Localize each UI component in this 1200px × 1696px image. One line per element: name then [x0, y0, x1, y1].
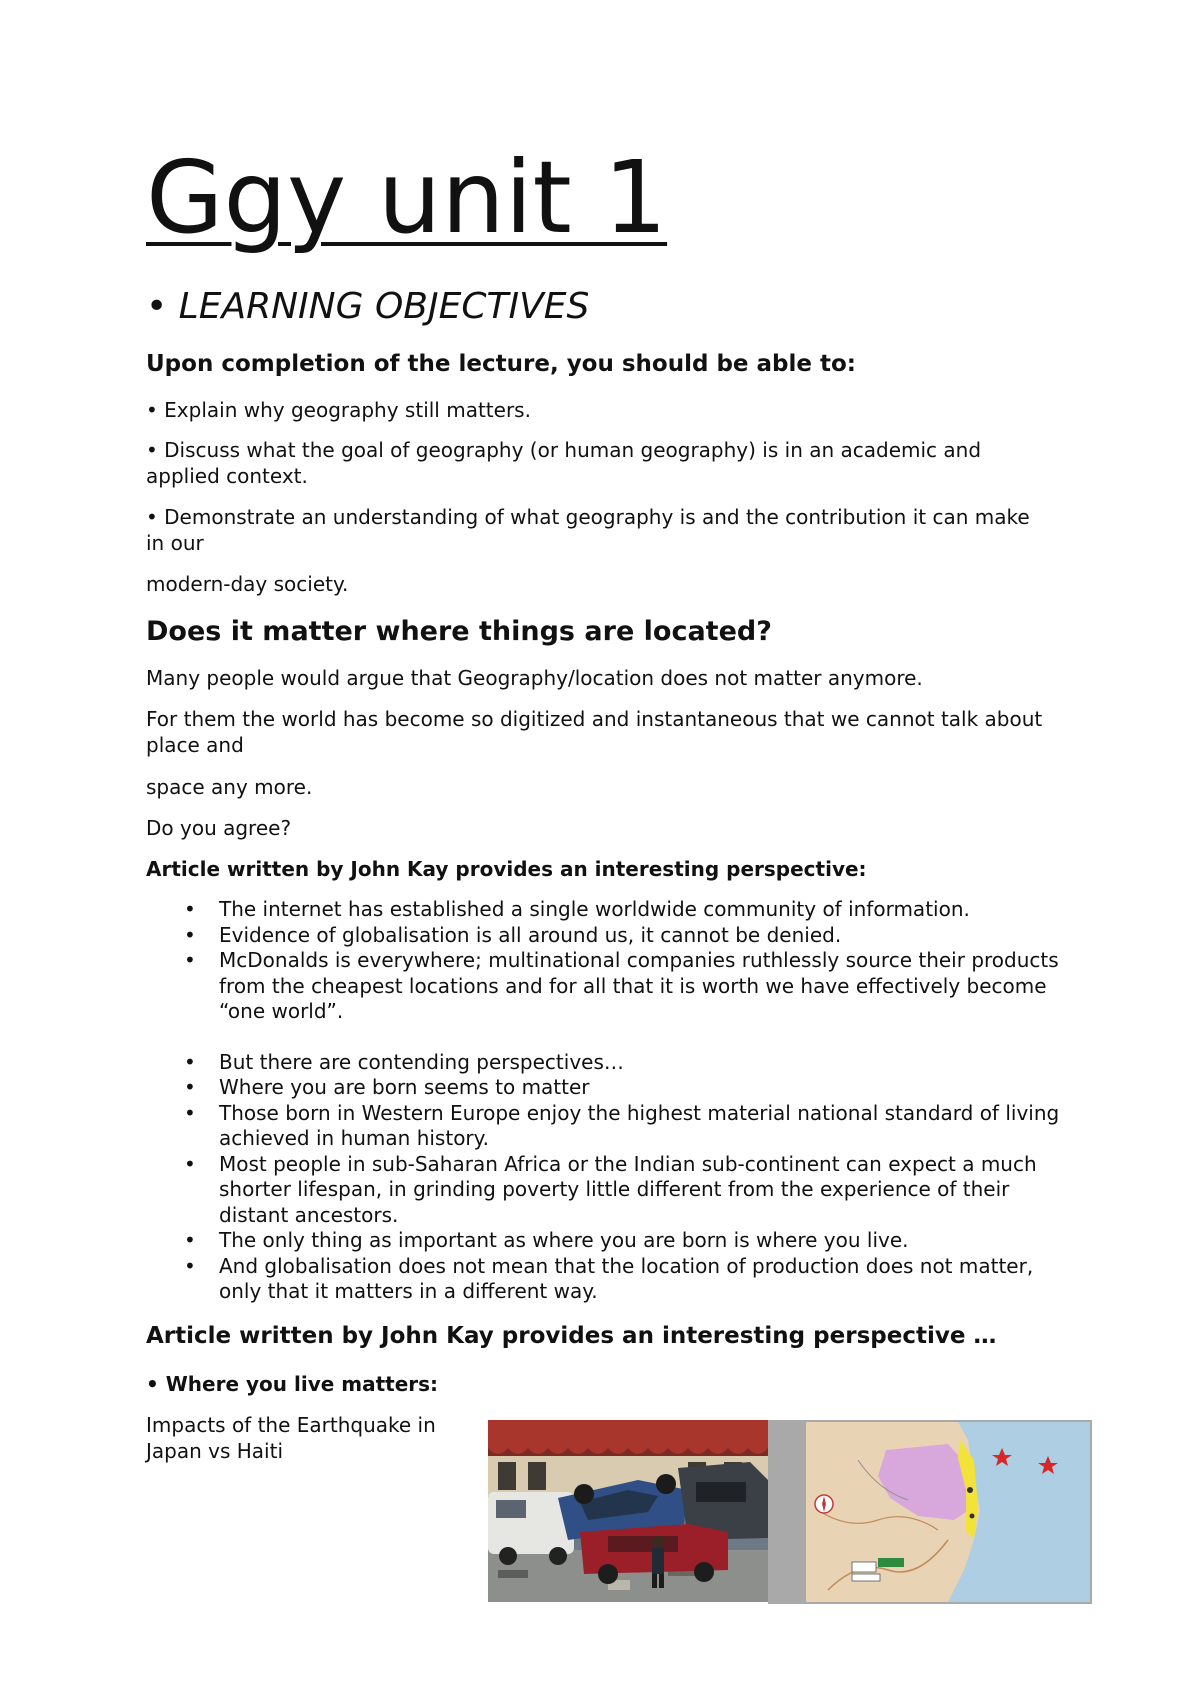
list-item: • But there are contending perspectives… [146, 1050, 1066, 1076]
list-item: • And globalisation does not mean that the location of production does not matter, only that it matters in a different way. [146, 1254, 1066, 1305]
list-item: • McDonalds is everywhere; multinational companies ruthlessly source their products from the cheapest locations and for all that it is worth we have effectively become “one world”. [146, 948, 1066, 1025]
article-heading-2: Article written by John Kay provides an interesting perspective … [146, 1323, 997, 1349]
list-item: • The internet has established a single worldwide community of information. [146, 897, 1066, 923]
objective-1: • Explain why geography still matters. [146, 398, 531, 422]
paragraph-1: Many people would argue that Geography/location does not matter anymore. [146, 666, 923, 690]
article-heading: Article written by John Kay provides an interesting perspective: [146, 857, 867, 881]
paragraph-3: space any more. [146, 775, 313, 799]
list-item: • Where you are born seems to matter [146, 1075, 1066, 1101]
bullet-list [146, 897, 1066, 1305]
list-item: • The only thing as important as where you are born is where you live. [146, 1228, 1066, 1254]
japan-region-map [768, 1420, 1092, 1604]
paragraph-2: For them the world has become so digitized and instantaneous that we cannot talk about place and [146, 707, 1043, 757]
page-title: Ggy unit 1 [146, 139, 668, 256]
earthquake-damage-photo [488, 1420, 768, 1602]
image-caption: Impacts of the Earthquake in Japan vs Haiti [146, 1413, 436, 1463]
list-item: • Those born in Western Europe enjoy the highest material national standard of living achieved in human history. [146, 1101, 1066, 1152]
section-heading-location: Does it matter where things are located? [146, 616, 772, 647]
learning-objectives-heading: • LEARNING OBJECTIVES [146, 286, 590, 327]
objective-3-cont: modern-day society. [146, 572, 349, 596]
intro-text: Upon completion of the lecture, you should be able to: [146, 351, 857, 377]
list-item: • Evidence of globalisation is all around us, it cannot be denied. [146, 923, 1066, 949]
objective-2: • Discuss what the goal of geography (or human geography) is in an academic and applied context. [146, 438, 982, 488]
list-item: • Most people in sub-Saharan Africa or the Indian sub-continent can expect a much shorter lifespan, in grinding poverty little different from the experience of their distant ancestors. [146, 1152, 1066, 1229]
where-you-live-heading: • Where you live matters: [146, 1372, 439, 1396]
paragraph-4: Do you agree? [146, 816, 292, 840]
objective-3: • Demonstrate an understanding of what geography is and the contribution it can make in our [146, 505, 1030, 555]
